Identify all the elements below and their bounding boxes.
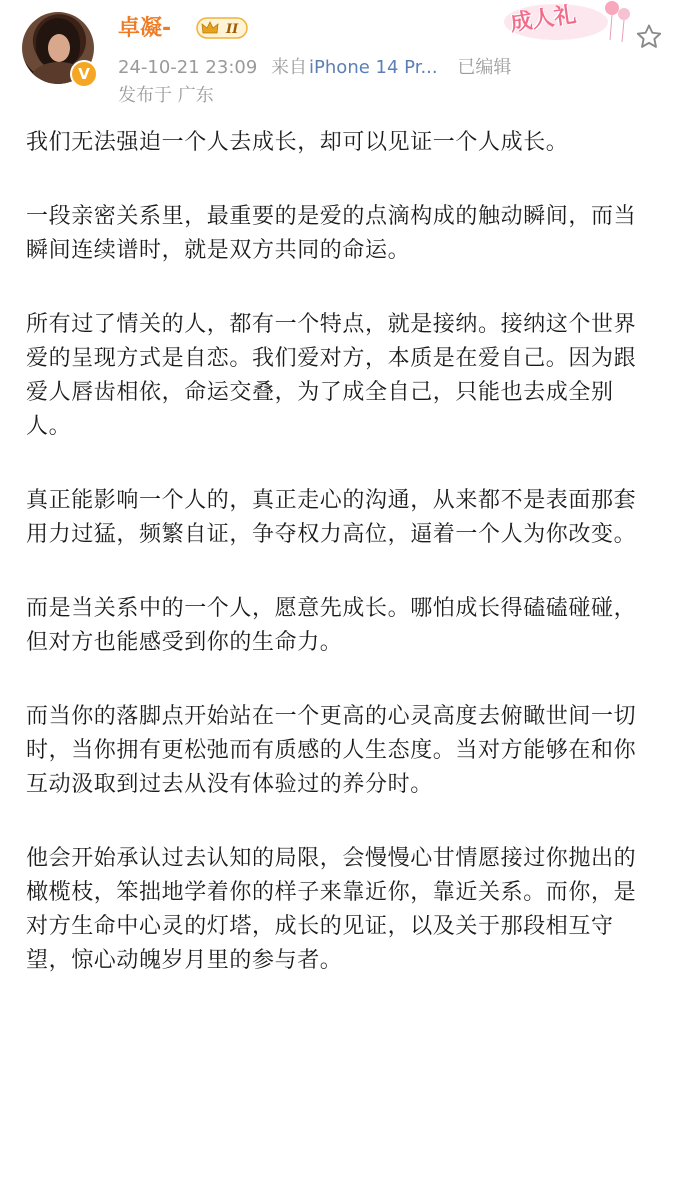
post-meta: [118, 56, 519, 80]
post-header: [0, 0, 687, 118]
source-prefix: 来自: [271, 57, 308, 78]
post-paragraph: 而当你的落脚点开始站在一个更高的心灵高度去俯瞰世间一切时，当你拥有更松弛而有质感的人生态度。当对方能够在和你互动汲取到过去从没有体验过的养分时。: [26, 704, 637, 797]
author-name[interactable]: 卓凝-: [118, 16, 172, 41]
post-paragraph: 而是当关系中的一个人，愿意先成长。哪怕成长得磕磕碰碰，但对方也能感受到你的生命力。: [26, 596, 637, 655]
post-paragraph: 一段亲密关系里，最重要的是爱的点滴构成的触动瞬间，而当瞬间连续谱时，就是双方共同的命运。: [26, 204, 637, 263]
post-paragraph: 他会开始承认过去认知的局限，会慢慢心甘情愿接过你抛出的橄榄枝，笨拙地学着你的样子来靠近你，靠近关系。而你，是对方生命中心灵的灯塔，成长的见证，以及关于那段相互守望，惊心动魄岁月里的参与者。: [26, 846, 637, 973]
post-paragraph: 真正能影响一个人的，真正走心的沟通，从来都不是表面那套用力过猛，频繁自证，争夺权力高位，逼着一个人为你改变。: [26, 488, 637, 547]
post-body: [26, 126, 646, 1018]
avatar-face: [48, 34, 70, 62]
post-timestamp: 24-10-21 23:09: [118, 57, 258, 78]
post-location: 发布于 广东: [118, 85, 214, 106]
star-outline-icon[interactable]: [634, 22, 664, 52]
post-paragraph: 所有过了情关的人，都有一个特点，就是接纳。接纳这个世界爱的呈现方式是自恋。我们爱对方，本质是在爱自己。因为跟爱人唇齿相依，命运交叠，为了成全自己，只能也去成全别人。: [26, 312, 637, 439]
vip-level-label: II: [226, 22, 239, 37]
sticker-label: 成人礼: [508, 1, 578, 37]
crown-icon[interactable]: [196, 16, 248, 40]
verified-badge-icon: V: [70, 60, 98, 88]
edited-label[interactable]: 已编辑: [457, 57, 512, 78]
device-link[interactable]: iPhone 14 Pr...: [309, 57, 438, 78]
post-paragraph: 我们无法强迫一个人去成长，却可以见证一个人成长。: [26, 130, 569, 155]
